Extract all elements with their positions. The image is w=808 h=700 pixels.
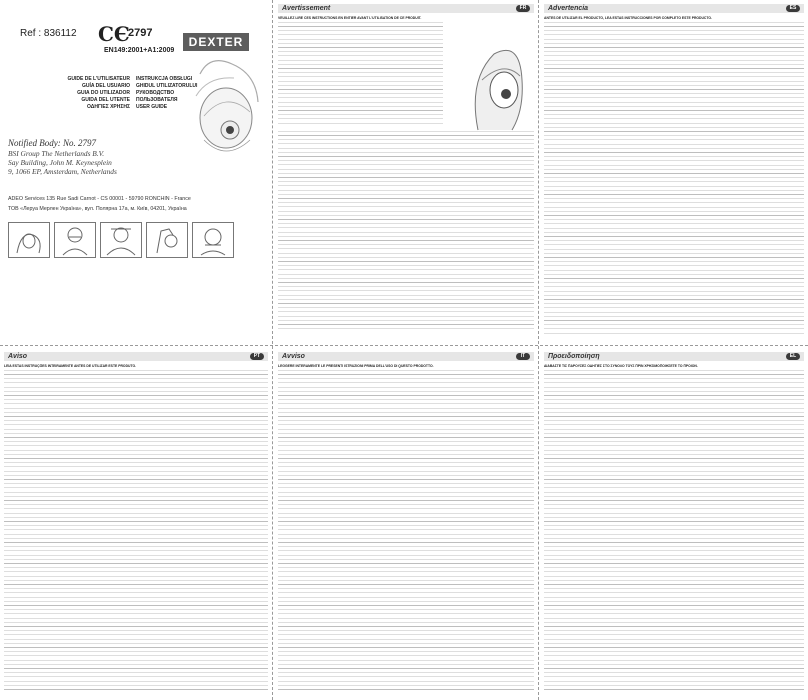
notified-title: Notified Body: No. 2797 bbox=[8, 138, 96, 148]
fold-line bbox=[0, 345, 808, 346]
text-block bbox=[278, 370, 534, 690]
section-intro: VEUILLEZ LIRE CES INSTRUCTIONS EN ENTIER AVANT L'UTILISATION DE CE PRODUIT. bbox=[278, 16, 422, 20]
notified-line: Say Building, John M. Keynesplein bbox=[8, 158, 112, 167]
language-badge: PT bbox=[250, 353, 264, 360]
notified-body bbox=[8, 138, 178, 176]
mask-product-image bbox=[190, 56, 265, 171]
guide-title: РУКОВОДСТВО ПОЛЬЗОВАТЕЛЯ bbox=[136, 90, 178, 103]
section-header-it bbox=[278, 352, 534, 361]
address-ua: ТОВ «Леруа Мерлен Україна», вул. Полярна 17а, м. Київ, 04201, Україна bbox=[8, 206, 187, 212]
fold-line bbox=[272, 0, 273, 700]
guide-list-left bbox=[60, 76, 130, 111]
standard-code: EN149:2001+A1:2009 bbox=[104, 47, 175, 54]
section-body-it bbox=[278, 364, 534, 696]
section-header-es bbox=[544, 4, 804, 13]
instruction-illustration-1 bbox=[8, 222, 50, 258]
address-fr: ADEO Services 135 Rue Sadi Carnot - CS 00001 - 59790 RONCHIN - France bbox=[8, 196, 191, 202]
section-title: Advertencia bbox=[548, 5, 589, 12]
text-block bbox=[278, 22, 443, 127]
section-intro: ΔΙΑΒΑΣΤΕ ΤΙΣ ΠΑΡΟΥΣΕΣ ΟΔΗΓΙΕΣ ΣΤΟ ΣΥΝΟΛΟ ΤΟΥΣ ΠΡΙΝ ΧΡΗΣΙΜΟΠΟΙΗΣΕΤΕ ΤΟ ΠΡΟΙΟΝ. bbox=[544, 364, 698, 368]
text-block bbox=[544, 370, 804, 690]
guide-title: GUIDE DE L'UTILISATEUR bbox=[67, 76, 130, 82]
section-title: Avviso bbox=[282, 353, 305, 360]
section-header-pt bbox=[4, 352, 268, 361]
section-body-pt bbox=[4, 364, 268, 696]
instruction-illustration-4 bbox=[146, 222, 188, 258]
section-title: Avertissement bbox=[282, 5, 331, 12]
text-block bbox=[278, 131, 534, 331]
text-block bbox=[544, 22, 804, 337]
section-body-el bbox=[544, 364, 804, 696]
cover-panel bbox=[0, 0, 270, 345]
ref-number: Ref : 836112 bbox=[20, 28, 77, 39]
language-badge: IT bbox=[516, 353, 530, 360]
guide-title: USER GUIDE bbox=[136, 104, 168, 110]
section-header-fr bbox=[278, 4, 534, 13]
guide-title: GUIA DO UTILIZADOR bbox=[77, 90, 130, 96]
language-badge: FR bbox=[516, 5, 530, 12]
instruction-illustration-3 bbox=[100, 222, 142, 258]
section-intro: ANTES DE UTILIZAR EL PRODUCTO, LEA ESTAS INSTRUCCIONES POR COMPLETO ESTE PRODUCTO. bbox=[544, 16, 712, 20]
section-intro: LEIA ESTAS INSTRUÇÕES INTEIRAMENTE ANTES DE UTILIZAR ESTE PRODUTO. bbox=[4, 364, 137, 368]
instruction-illustration-2 bbox=[54, 222, 96, 258]
instruction-illustration-5 bbox=[192, 222, 234, 258]
guide-title: GUÍA DEL USUARIO bbox=[81, 83, 130, 89]
section-body-fr bbox=[278, 16, 534, 341]
language-badge: ES bbox=[786, 5, 800, 12]
brand-logo: DEXTER bbox=[183, 33, 249, 51]
notified-line: BSI Group The Netherlands B.V. bbox=[8, 149, 105, 158]
notified-line: 9, 1066 EP, Amsterdam, Netherlands bbox=[8, 167, 117, 176]
guide-list-right bbox=[136, 76, 211, 111]
ce-number: 2797 bbox=[128, 27, 153, 39]
guide-title: INSTRUKCJA OBSŁUGI bbox=[136, 76, 193, 82]
section-header-el bbox=[544, 352, 804, 361]
text-block bbox=[4, 370, 268, 690]
fold-line bbox=[538, 0, 539, 700]
ce-mark: C Є bbox=[98, 22, 128, 46]
section-body-es bbox=[544, 16, 804, 341]
section-title: Aviso bbox=[8, 353, 28, 360]
guide-title: ΟΔΗΓΙΕΣ ΧΡΗΣΗΣ bbox=[87, 104, 130, 110]
mask-fit-image bbox=[464, 40, 530, 136]
guide-title: GUIDA DEL UTENTE bbox=[81, 97, 130, 103]
language-badge: EL bbox=[786, 353, 800, 360]
section-title: Προειδοποίηση bbox=[548, 353, 600, 360]
section-intro: LEGGERE INTERAMENTE LE PRESENTI ISTRUZIONI PRIMA DELL'USO DI QUESTO PRODOTTO. bbox=[278, 364, 434, 368]
guide-title: GHIDUL UTILIZATORULUI bbox=[136, 83, 198, 89]
